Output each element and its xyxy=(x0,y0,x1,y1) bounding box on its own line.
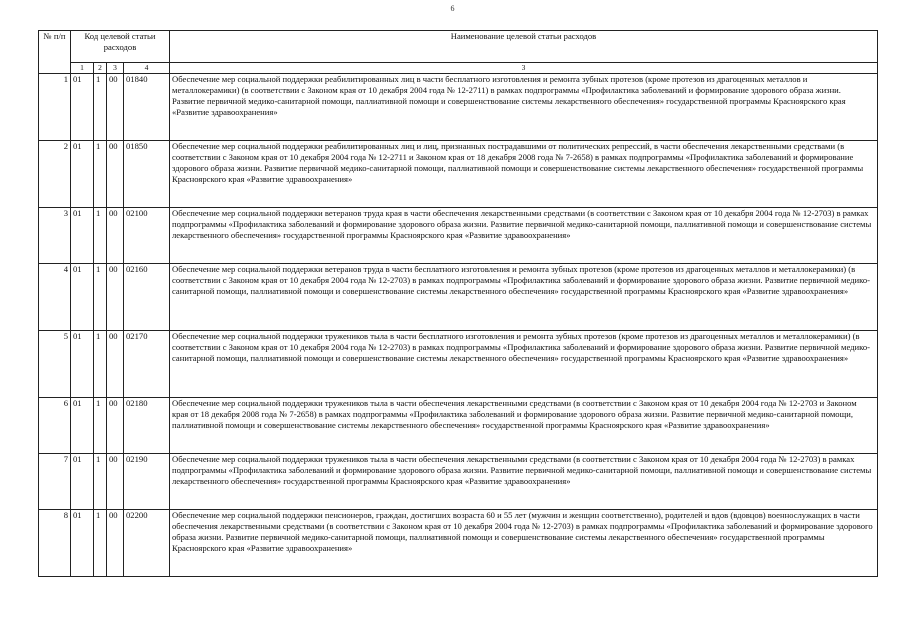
code-subprogram: 1 xyxy=(94,141,107,208)
article-name: Обеспечение мер социальной поддержки ветеранов труда края в части обеспечения лекарственными средствами (в соответствии с Законом края от 10 декабря 2004 года № 12-2703) в рамках подпрограммы «Профилактика заболеваний и формирование здорового образа жизни. Развитие первичной медико-санитарной помощи, паллиативной помощи и совершенствование системы лекарственного обеспечения» государственной программы Красноярского края «Развитие здравоохранения» xyxy=(170,208,878,264)
table-row xyxy=(39,331,878,398)
table-body xyxy=(39,74,878,577)
code-group: 00 xyxy=(107,510,124,577)
page-number: 6 xyxy=(450,4,455,13)
article-name: Обеспечение мер социальной поддержки пенсионеров, граждан, достигших возраста 60 и 55 лет (мужчин и женщин соответственно), родителей и вдов (вдовцов) военнослужащих в части обеспечения лекарственными средствами (в соответствии с Законом края от 10 декабря 2004 года № 12-2703) в рамках подпрограммы «Профилактика заболеваний и формирование здорового образа жизни. Развитие первичной медико-санитарной помощи, паллиативной помощи и совершенствование системы лекарственного обеспечения» государственной программы Красноярского края «Развитие здравоохранения» xyxy=(170,510,878,577)
table-row xyxy=(39,454,878,510)
code-direction: 02190 xyxy=(124,454,170,510)
table-row xyxy=(39,208,878,264)
code-group: 00 xyxy=(107,74,124,141)
column-number: 1 xyxy=(71,63,94,74)
code-program: 01 xyxy=(71,74,94,141)
article-name: Обеспечение мер социальной поддержки тружеников тыла в части обеспечения лекарственными средствами (в соответствии с Законом края от 10 декабря 2004 года № 12-2703 и Законом края от 18 декабря 2008 года № 7-2658) в рамках подпрограммы «Профилактика заболеваний и формирование здорового образа жизни. Развитие первичной медико-санитарной помощи, паллиативной помощи и совершенствование системы лекарственного обеспечения» государственной программы Красноярского края «Развитие здравоохранения» xyxy=(170,398,878,454)
code-group: 00 xyxy=(107,454,124,510)
row-number: 3 xyxy=(39,208,71,264)
column-number: 4 xyxy=(124,63,170,74)
row-number: 7 xyxy=(39,454,71,510)
column-number: 3 xyxy=(107,63,124,74)
code-subprogram: 1 xyxy=(94,510,107,577)
header-code: Код целевой статьи расходов xyxy=(71,31,170,63)
code-subprogram: 1 xyxy=(94,454,107,510)
column-number: 2 xyxy=(94,63,107,74)
article-name: Обеспечение мер социальной поддержки тружеников тыла в части обеспечения лекарственными средствами (в соответствии с Законом края от 10 декабря 2004 года № 12-2703) в рамках подпрограммы «Профилактика заболеваний и формирование здорового образа жизни. Развитие первичной медико-санитарной помощи, паллиативной помощи и совершенствование системы лекарственного обеспечения» государственной программы Красноярского края «Развитие здравоохранения» xyxy=(170,454,878,510)
code-program: 01 xyxy=(71,454,94,510)
code-subprogram: 1 xyxy=(94,74,107,141)
code-group: 00 xyxy=(107,208,124,264)
code-program: 01 xyxy=(71,510,94,577)
table-row xyxy=(39,510,878,577)
code-program: 01 xyxy=(71,264,94,331)
header-name: Наименование целевой статьи расходов xyxy=(170,31,878,63)
code-subprogram: 1 xyxy=(94,208,107,264)
table-row xyxy=(39,264,878,331)
table-row xyxy=(39,141,878,208)
code-program: 01 xyxy=(71,141,94,208)
article-name: Обеспечение мер социальной поддержки реабилитированных лиц в части бесплатного изготовления и ремонта зубных протезов (кроме протезов из драгоценных металлов и металлокерамики) (в соответствии с Законом края от 10 декабря 2004 года № 12-2711) в рамках подпрограммы «Профилактика заболеваний и формирование здорового образа жизни. Развитие первичной медико-санитарной помощи, паллиативной помощи и совершенствование системы лекарственного обеспечения» государственной программы Красноярского края «Развитие здравоохранения» xyxy=(170,74,878,141)
column-number-row xyxy=(39,63,878,74)
code-group: 00 xyxy=(107,264,124,331)
target-articles-table xyxy=(38,30,878,577)
header-num: № п/п xyxy=(39,31,71,74)
code-subprogram: 1 xyxy=(94,264,107,331)
table-header-row xyxy=(39,31,878,63)
row-number: 8 xyxy=(39,510,71,577)
article-name: Обеспечение мер социальной поддержки ветеранов труда в части бесплатного изготовления и ремонта зубных протезов (кроме протезов из драгоценных металлов и металлокерамики) (в соответствии с Законом края от 10 декабря 2004 года № 12-2703) в рамках подпрограммы «Профилактика заболеваний и формирование здорового образа жизни. Развитие первичной медико-санитарной помощи, паллиативной помощи и совершенствование системы лекарственного обеспечения» государственной программы Красноярского края «Развитие здравоохранения» xyxy=(170,264,878,331)
code-group: 00 xyxy=(107,331,124,398)
code-direction: 01850 xyxy=(124,141,170,208)
code-direction: 01840 xyxy=(124,74,170,141)
row-number: 2 xyxy=(39,141,71,208)
code-direction: 02170 xyxy=(124,331,170,398)
table-row xyxy=(39,398,878,454)
column-number: 3 xyxy=(170,63,878,74)
code-subprogram: 1 xyxy=(94,398,107,454)
row-number: 4 xyxy=(39,264,71,331)
code-group: 00 xyxy=(107,398,124,454)
code-subprogram: 1 xyxy=(94,331,107,398)
code-program: 01 xyxy=(71,208,94,264)
row-number: 5 xyxy=(39,331,71,398)
code-group: 00 xyxy=(107,141,124,208)
code-direction: 02180 xyxy=(124,398,170,454)
row-number: 6 xyxy=(39,398,71,454)
row-number: 1 xyxy=(39,74,71,141)
code-direction: 02100 xyxy=(124,208,170,264)
article-name: Обеспечение мер социальной поддержки тружеников тыла в части бесплатного изготовления и ремонта зубных протезов (кроме протезов из драгоценных металлов и металлокерамики) (в соответствии с Законом края от 10 декабря 2004 года № 12-2703) в рамках подпрограммы «Профилактика заболеваний и формирование здорового образа жизни. Развитие первичной медико-санитарной помощи, паллиативной помощи и совершенствование системы лекарственного обеспечения» государственной программы Красноярского края «Развитие здравоохранения» xyxy=(170,331,878,398)
code-direction: 02160 xyxy=(124,264,170,331)
table-row xyxy=(39,74,878,141)
code-direction: 02200 xyxy=(124,510,170,577)
code-program: 01 xyxy=(71,331,94,398)
code-program: 01 xyxy=(71,398,94,454)
article-name: Обеспечение мер социальной поддержки реабилитированных лиц и лиц, признанных пострадавшими от политических репрессий, в части обеспечения лекарственными средствами (в соответствии с Законом края от 10 декабря 2004 года № 12-2711 и Законом края от 18 декабря 2008 года № 7-2658) в рамках подпрограммы «Профилактика заболеваний и формирование здорового образа жизни. Развитие первичной медико-санитарной помощи, паллиативной помощи и совершенствование системы лекарственного обеспечения» государственной программы Красноярского края «Развитие здравоохранения» xyxy=(170,141,878,208)
